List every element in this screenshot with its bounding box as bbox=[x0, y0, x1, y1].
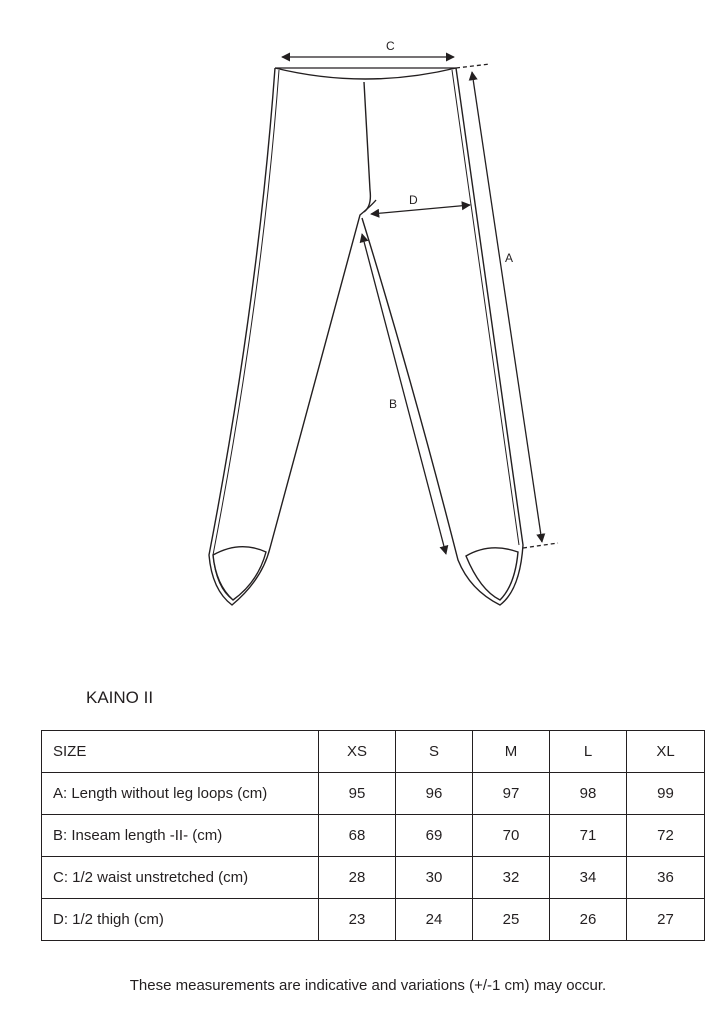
header-size-m: M bbox=[473, 731, 550, 773]
table-row-c bbox=[42, 857, 705, 899]
size-table bbox=[41, 730, 705, 941]
arrow-a bbox=[472, 72, 542, 542]
row-label: B: Inseam length -II- (cm) bbox=[42, 815, 319, 857]
product-title: KAINO II bbox=[86, 688, 154, 707]
table-cell: 97 bbox=[473, 773, 550, 815]
label-c: C bbox=[386, 39, 395, 53]
table-cell: 95 bbox=[319, 773, 396, 815]
table-cell: 28 bbox=[319, 857, 396, 899]
row-label: D: 1/2 thigh (cm) bbox=[42, 899, 319, 941]
table-cell: 71 bbox=[550, 815, 627, 857]
row-label: A: Length without leg loops (cm) bbox=[42, 773, 319, 815]
pants-outline bbox=[209, 68, 523, 605]
row-label: C: 1/2 waist unstretched (cm) bbox=[42, 857, 319, 899]
footnote: These measurements are indicative and variations (+/-1 cm) may occur. bbox=[129, 977, 607, 994]
measurement-labels bbox=[386, 39, 513, 411]
table-cell: 98 bbox=[550, 773, 627, 815]
table-cell: 24 bbox=[396, 899, 473, 941]
header-size-s: S bbox=[396, 731, 473, 773]
table-cell: 32 bbox=[473, 857, 550, 899]
table-cell: 27 bbox=[627, 899, 705, 941]
table-cell: 96 bbox=[396, 773, 473, 815]
guide-bottom bbox=[523, 543, 558, 548]
table-cell: 68 bbox=[319, 815, 396, 857]
table-cell: 70 bbox=[473, 815, 550, 857]
table-cell: 23 bbox=[319, 899, 396, 941]
arrow-d bbox=[371, 205, 470, 214]
guide-top bbox=[456, 64, 490, 68]
table-row-d bbox=[42, 899, 705, 941]
label-b: B bbox=[389, 397, 398, 411]
table-cell: 34 bbox=[550, 857, 627, 899]
table-cell: 99 bbox=[627, 773, 705, 815]
table-cell: 72 bbox=[627, 815, 705, 857]
table-header-row bbox=[42, 731, 705, 773]
measurement-arrows bbox=[282, 57, 558, 554]
header-size-label: SIZE bbox=[42, 731, 319, 773]
header-size-l: L bbox=[550, 731, 627, 773]
header-size-xl: XL bbox=[627, 731, 705, 773]
arrow-b bbox=[362, 234, 446, 554]
header-size-xs: XS bbox=[319, 731, 396, 773]
label-a: A bbox=[505, 251, 514, 265]
table-cell: 30 bbox=[396, 857, 473, 899]
table-row-b bbox=[42, 815, 705, 857]
table-cell: 69 bbox=[396, 815, 473, 857]
table-cell: 25 bbox=[473, 899, 550, 941]
table-row-a bbox=[42, 773, 705, 815]
table-cell: 26 bbox=[550, 899, 627, 941]
label-d: D bbox=[409, 193, 418, 207]
table-cell: 36 bbox=[627, 857, 705, 899]
